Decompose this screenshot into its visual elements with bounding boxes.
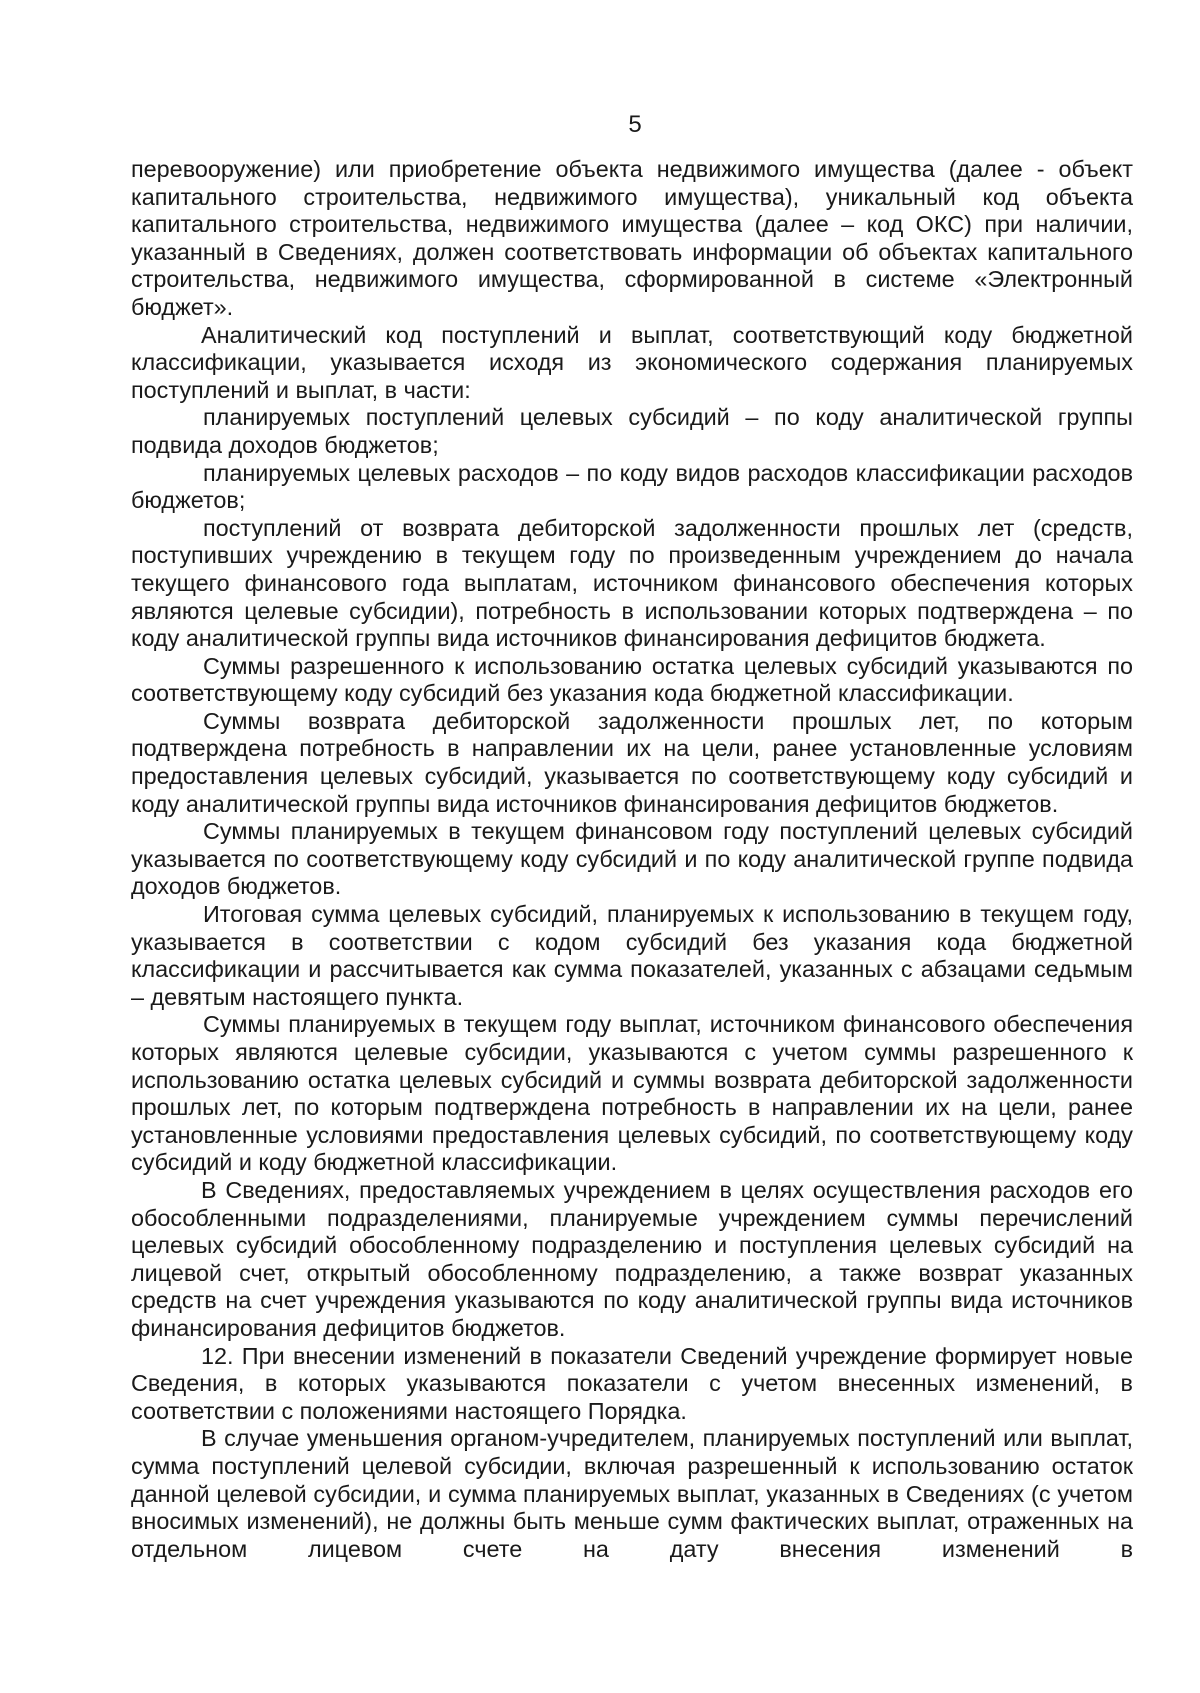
paragraph-allowed-balance: Суммы разрешенного к использованию остатка целевых субсидий указываются по соответствующему коду субсидий без указания кода бюджетной классификации. (131, 652, 1133, 707)
paragraph-total-subsidies: Итоговая сумма целевых субсидий, планируемых к использованию в текущем году, указывается в соответствии с кодом субсидий без указания кода бюджетной классификации и рассчитывается как сумма показателей, указанных с абзацами седьмым – девятым настоящего пункта. (131, 901, 1133, 1010)
paragraph-analytic-code: Аналитический код поступлений и выплат, соответствующий коду бюджетной классификации, указывается исходя из экономического содержания планируемых поступлений и выплат, в части: (131, 321, 1133, 403)
paragraph-planned-expenses: планируемых целевых расходов – по коду видов расходов классификации расходов бюджетов; (131, 459, 1133, 514)
paragraph-item-12: 12. При внесении изменений в показатели Сведений учреждение формирует новые Сведения, в которых указываются показатели с учетом внесенных изменений, в соответствии с положениями настоящего Порядка. (131, 1342, 1133, 1424)
paragraph-planned-receipts: планируемых поступлений целевых субсидий – по коду аналитической группы подвида доходов бюджетов; (131, 404, 1133, 458)
paragraph-receivables-return: поступлений от возврата дебиторской задолженности прошлых лет (средств, поступивших учреждению в текущем году по произведенным учреждением до начала текущего финансового года выплатам, источником финансового обеспечения которых являются целевые субсидии), потребность в использовании которых подтверждена – по коду аналитической группы вида источников финансирования дефицитов бюджета. (131, 514, 1133, 652)
paragraph-current-year-receipts: Суммы планируемых в текущем финансовом году поступлений целевых субсидий указывается по соответствующему коду субсидий и по коду аналитической группе подвида доходов бюджетов. (131, 818, 1133, 900)
paragraph-continuation: перевооружение) или приобретение объекта недвижимого имущества (далее - объект капитального строительства, недвижимого имущества), уникальный код объекта капитального строительства, недвижимого имущества (далее – код ОКС) при наличии, указанный в Сведениях, должен соответствовать информации об объектах капитального строительства, недвижимого имущества, сформированной в системе «Электронный бюджет». (131, 156, 1133, 320)
paragraph-planned-payments: Суммы планируемых в текущем году выплат, источником финансового обеспечения которых являются целевые субсидии, указываются с учетом суммы разрешенного к использованию остатка целевых субсидий и суммы возврата дебиторской задолженности прошлых лет, по которым подтверждена потребность в направлении их на цели, ранее установленные условиями предоставления целевых субсидий, по соответствующему коду субсидий и коду бюджетной классификации. (131, 1011, 1133, 1176)
paragraph-reduction-case: В случае уменьшения органом-учредителем, планируемых поступлений или выплат, сумма поступлений целевой субсидии, включая разрешенный к использованию остаток данной целевой субсидии, и сумма планируемых выплат, указанных в Сведениях (с учетом вносимых изменений), не должны быть меньше сумм фактических выплат, отраженных на отдельном лицевом счете на дату внесения изменений в (131, 1425, 1133, 1562)
page-number: 5 (628, 111, 642, 138)
paragraph-receivables-amounts: Суммы возврата дебиторской задолженности прошлых лет, по которым подтверждена потребность в направлении их на цели, ранее установленные условиям предоставления целевых субсидий, указывается по соответствующему коду субсидий и коду аналитической группы вида источников финансирования дефицитов бюджетов. (131, 707, 1133, 817)
paragraph-separate-divisions: В Сведениях, предоставляемых учреждением в целях осуществления расходов его обособленными подразделениями, планируемые учреждением суммы перечислений целевых субсидий обособленному подразделению и поступления целевых субсидий на лицевой счет, открытый обособленному подразделению, а также возврат указанных средств на счет учреждения указываются по коду аналитической группы вида источников финансирования дефицитов бюджетов. (131, 1176, 1133, 1341)
document-body (131, 156, 1133, 1563)
